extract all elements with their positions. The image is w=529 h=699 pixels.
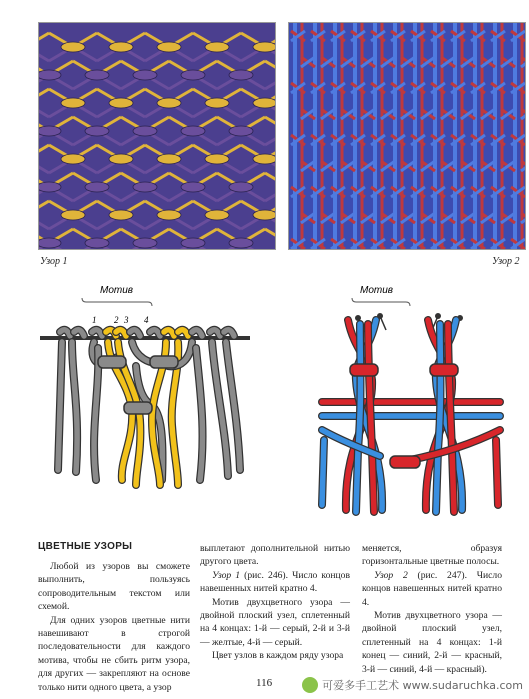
paragraph: Узор 2 (рис. 247). Число концов навешенных нитей кратно 4. [362,569,502,608]
knot [61,42,85,52]
knot [98,356,126,368]
knot [181,126,205,136]
paragraph: Для одних узоров цветные нити навешивают в строгой последовательности для каждого мотива, чтобы не сбить ритм узора, для других — закрепляют на основе только нити одного цвета, а узор [38,614,190,693]
knot [61,210,85,220]
pattern2-macrame-image [289,23,525,249]
knot [109,42,133,52]
knot [109,210,133,220]
thread [368,324,374,512]
knot [253,42,275,52]
knot [229,238,253,248]
knot [157,42,181,52]
knot [133,70,157,80]
thread [496,440,498,505]
knot [39,70,61,80]
paragraph: Мотив двухцветного узора — двойной плоский узел, сплетенный на 4 концах: 1-й — серый, 2-й и 3-й — желтые, 4-й — серый. [200,596,350,648]
pattern-label: Узор 1 [212,569,241,581]
knot [181,238,205,248]
knot [39,126,61,136]
diagram1-threads [58,330,240,485]
pattern1-photo [38,22,276,250]
knot [85,182,109,192]
knot [229,182,253,192]
thread [448,324,454,512]
knot [350,364,378,376]
knot [229,70,253,80]
text-column-1 [38,560,190,694]
knot [133,182,157,192]
knot [157,210,181,220]
knot [61,154,85,164]
knot [157,154,181,164]
knot [85,126,109,136]
knot [205,42,229,52]
knot [253,210,275,220]
pin-head [435,313,441,319]
watermark-text: 可爱多手工艺术 www.sudaruchka.com [322,679,523,692]
motif-label: Мотив [360,285,394,296]
motif-label: Мотив [100,285,134,296]
knot [109,154,133,164]
knot [181,182,205,192]
knot [85,70,109,80]
knot [390,456,420,468]
knot [205,98,229,108]
text-column-3 [362,542,502,676]
knot [124,402,152,414]
section-heading: ЦВЕТНЫЕ УЗОРЫ [38,541,133,552]
thread [322,440,324,505]
pattern1-macrame-image [39,23,275,249]
knot [253,98,275,108]
motif-bracket [352,298,410,306]
paragraph: меняется, образуя горизонтальные цветные полосы. [362,543,502,568]
paragraph: Мотив двухцветного узора — двойной плоский узел, сплетенный на 4 концах: 1-й конец — синий, 2-й — красный, 3-й — синий, 4-й — красный). [362,610,502,675]
knot [39,182,61,192]
watermark-logo-icon [302,677,318,693]
knot [61,98,85,108]
knot [205,154,229,164]
paragraph: Узор 1 (рис. 246). Число концов навешенных нитей кратно 4. [200,569,350,595]
knot [181,70,205,80]
thread-number-3: 3 [124,315,129,325]
thread-number-2: 2 [114,315,119,325]
pattern1-diagram [40,280,250,510]
thread-number-1: 1 [92,315,97,325]
motif-bracket [82,298,152,306]
knot [39,238,61,248]
knot [150,356,178,368]
knot [85,238,109,248]
pattern2-photo [288,22,526,250]
pattern-label: Узор 2 [374,569,408,581]
knot [229,126,253,136]
paragraph: Цвет узлов в каждом ряду узора [212,650,344,662]
knot [205,210,229,220]
text-column-2 [200,542,350,663]
watermark [302,677,523,693]
knot [133,126,157,136]
knot [430,364,458,376]
pattern2-caption: Узор 2 [492,256,520,267]
diagram2-threads [322,313,500,512]
thread-number-4: 4 [144,315,149,325]
knot [109,98,133,108]
knot [133,238,157,248]
knot [157,98,181,108]
knot [253,154,275,164]
pattern2-diagram [300,280,510,520]
paragraph: выплетают дополнительной нитью другого цвета. [200,543,350,568]
page-number: 116 [256,677,273,689]
paragraph: Любой из узоров вы сможете выполнить, пользуясь сопроводительным текстом или схемой. [38,561,190,613]
pattern1-caption: Узор 1 [40,256,68,267]
